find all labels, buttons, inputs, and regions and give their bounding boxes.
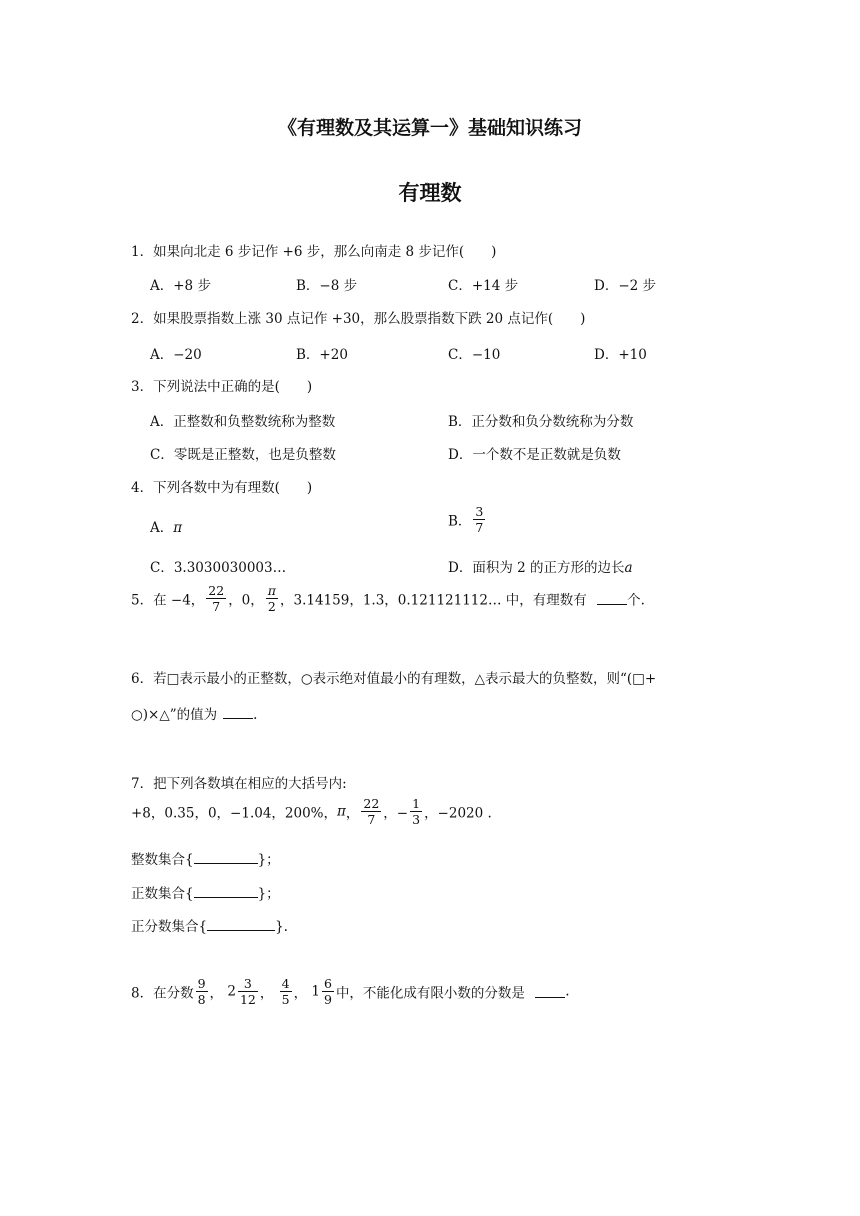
fraction: $\frac{6}{9}$ <box>323 976 332 1008</box>
q1-option-d: D．−2 步 <box>594 278 657 294</box>
q2-option-b: B．+20 <box>296 347 348 363</box>
question-6-line-1: 6．若□表示最小的正整数，○表示绝对值最小的有理数，△表示最大的负整数，则“(□+ <box>131 671 657 687</box>
q3-option-c: C．零既是正整数，也是负整数 <box>150 447 336 463</box>
pi-symbol: π <box>173 520 183 536</box>
question-5-stem: 5．在 −4， $\frac{22}{7}$ ，0， $\frac{\pi}{2}$ ，3.14159，1.3，0.121121112… 中，有理数有 个. <box>131 583 645 615</box>
section-title: 有理数 <box>398 181 462 205</box>
fraction: $\frac{3}{12}$ <box>239 976 256 1008</box>
integer-set: 整数集合{ }； <box>131 852 280 868</box>
fraction: $\frac{\pi}{2}$ <box>267 583 276 615</box>
option-label: A． <box>150 520 174 536</box>
q3-option-b: B．正分数和负分数统称为分数 <box>448 414 634 430</box>
q4-option-d: D．面积为 2 的正方形的边长a <box>448 560 633 576</box>
question-3-stem: 3．下列说法中正确的是( ) <box>131 379 313 395</box>
pi-symbol: π <box>337 803 346 820</box>
q2-option-d: D．+10 <box>594 347 647 363</box>
fraction: $\frac{9}{8}$ <box>197 976 206 1008</box>
q2-option-a: A．−20 <box>150 347 202 363</box>
q4-option-a <box>150 516 182 536</box>
answer-blank[interactable] <box>597 592 627 605</box>
question-8-stem: 8．在分数 $\frac{9}{8}$ ， 2 $\frac{3}{12}$ ， $\frac{4}{5}$ ， 1 $\frac{6}{9}$ 中，不能化成有限小数的分数是 . <box>131 976 570 1008</box>
q4-option-b <box>448 505 487 534</box>
integer-set-blank[interactable] <box>194 851 258 864</box>
fraction: $\frac{4}{5}$ <box>281 976 290 1008</box>
question-1-stem: 1．如果向北走 6 步记作 +6 步，那么向南走 8 步记作( ) <box>131 244 497 260</box>
question-7-stem: 7．把下列各数填在相应的大括号内: <box>131 776 347 792</box>
fraction: $\frac{3}{7}$ <box>475 504 484 536</box>
question-2-stem: 2．如果股票指数上涨 30 点记作 +30，那么股票指数下跌 20 点记作( ) <box>131 311 586 327</box>
answer-blank[interactable] <box>535 985 565 998</box>
q1-option-c: C．+14 步 <box>448 278 519 294</box>
positive-set-blank[interactable] <box>194 885 258 898</box>
positive-set: 正数集合{ }； <box>131 886 280 902</box>
fraction: $\frac{1}{3}$ <box>412 796 421 828</box>
fraction: $\frac{22}{7}$ <box>208 583 225 615</box>
positive-fraction-set-blank[interactable] <box>207 918 275 931</box>
answer-blank[interactable] <box>223 706 253 719</box>
q1-option-b: B．−8 步 <box>296 278 358 294</box>
page-title: 《有理数及其运算一》基础知识练习 <box>277 117 582 139</box>
q3-option-d: D．一个数不是正数就是负数 <box>448 447 621 463</box>
q4-option-c: C．3.3030030003… <box>150 560 287 576</box>
positive-fraction-set: 正分数集合{ }. <box>131 919 288 935</box>
option-label: B． <box>448 513 472 530</box>
q1-option-a: A．+8 步 <box>150 278 211 294</box>
mixed-number-integer: 2 <box>227 983 236 1000</box>
q7-number-list: +8，0.35，0，−1.04，200%，π， $\frac{22}{7}$ ，− $\frac{1}{3}$ ，−2020 . <box>131 796 492 828</box>
fraction: $\frac{22}{7}$ <box>363 796 380 828</box>
q3-option-a: A．正整数和负整数统称为整数 <box>150 414 336 430</box>
question-4-stem: 4．下列各数中为有理数( ) <box>131 480 313 496</box>
variable-a: a <box>624 560 633 576</box>
q2-option-c: C．−10 <box>448 347 501 363</box>
mixed-number-integer: 1 <box>311 983 320 1000</box>
question-6-line-2: ○)×△”的值为 . <box>131 707 258 723</box>
